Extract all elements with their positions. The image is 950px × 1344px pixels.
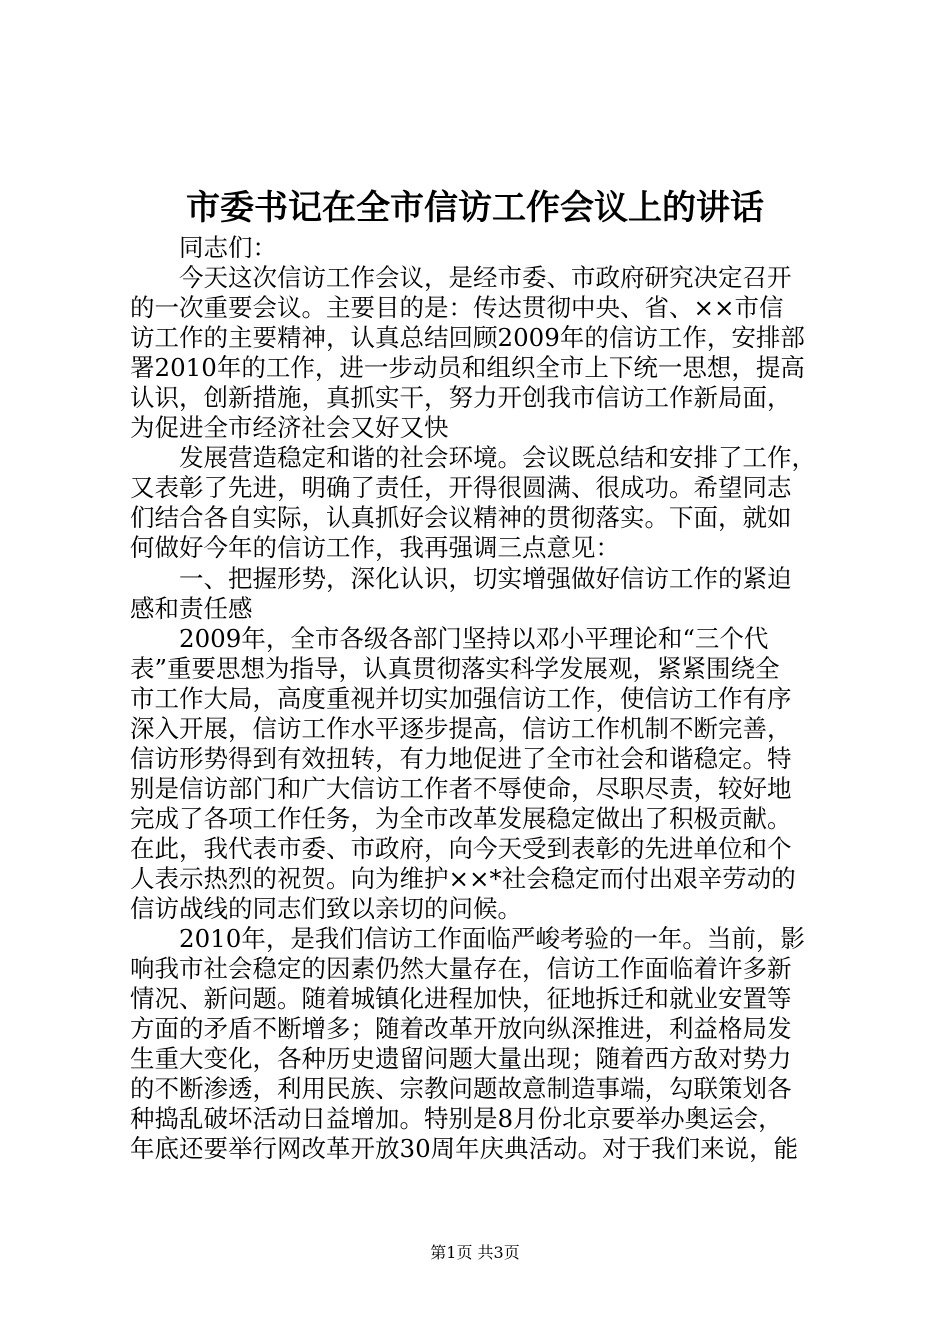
text-line: 在此，我代表市委、市政府，向今天受到表彰的先进单位和个: [130, 833, 792, 863]
document-body: [130, 233, 834, 1164]
text-line: 市工作大局，高度重视并切实加强信访工作，使信访工作有序: [130, 683, 792, 713]
text-line: 发展营造稳定和谐的社会环境。会议既总结和安排了工作，: [130, 443, 816, 473]
text-line: 表”重要思想为指导，认真贯彻落实科学发展观，紧紧围绕全: [130, 653, 780, 683]
text-line: 2010年，是我们信访工作面临严峻考验的一年。当前，影: [130, 924, 805, 954]
page-footer: 第1页 共3页: [430, 1243, 520, 1262]
text-line: 署2010年的工作，进一步动员和组织全市上下统一思想，提高: [130, 353, 805, 383]
text-line: 别是信访部门和广大信访工作者不辱使命，尽职尽责，较好地: [130, 773, 792, 803]
text-line: 年底还要举行网改革开放30周年庆典活动。对于我们来说，能: [130, 1134, 799, 1164]
text-line: 访工作的主要精神，认真总结回顾2009年的信访工作，安排部: [130, 323, 805, 353]
text-line: 又表彰了先进，明确了责任，开得很圆满、很成功。希望同志: [130, 473, 792, 503]
text-line: 响我市社会稳定的因素仍然大量存在，信访工作面临着许多新: [130, 954, 792, 984]
text-line: 们结合各自实际，认真抓好会议精神的贯彻落实。下面，就如: [130, 503, 792, 533]
text-line: 深入开展，信访工作水平逐步提高，信访工作机制不断完善，: [130, 713, 792, 743]
text-line: 感和责任感: [130, 593, 253, 623]
text-line: 完成了各项工作任务，为全市改革发展稳定做出了积极贡献。: [130, 803, 792, 833]
text-line: 方面的矛盾不断增多；随着改革开放向纵深推进，利益格局发: [130, 1014, 792, 1044]
text-line: 一、把握形势，深化认识，切实增强做好信访工作的紧迫: [130, 563, 792, 593]
text-line: 2009年，全市各级各部门坚持以邓小平理论和“三个代: [130, 623, 769, 653]
text-line: 何做好今年的信访工作，我再强调三点意见：: [130, 533, 620, 563]
text-line: 信访形势得到有效扭转，有力地促进了全市社会和谐稳定。特: [130, 743, 792, 773]
text-line: 今天这次信访工作会议，是经市委、市政府研究决定召开: [130, 263, 792, 293]
text-line: 情况、新问题。随着城镇化进程加快，征地拆迁和就业安置等: [130, 984, 792, 1014]
text-line: 的一次重要会议。主要目的是：传达贯彻中央、省、××市信: [130, 293, 784, 323]
text-line: 人表示热烈的祝贺。向为维护××*社会稳定而付出艰辛劳动的: [130, 863, 796, 893]
text-line: 的不断渗透，利用民族、宗教问题故意制造事端，勾联策划各: [130, 1074, 792, 1104]
text-line: 为促进全市经济社会又好又快: [130, 413, 449, 443]
document-title: 市委书记在全市信访工作会议上的讲话: [186, 188, 764, 228]
text-line: 同志们：: [130, 233, 277, 262]
text-line: 认识，创新措施，真抓实干，努力开创我市信访工作新局面，: [130, 383, 792, 413]
text-line: 信访战线的同志们致以亲切的问候。: [130, 894, 522, 924]
text-line: 生重大变化，各种历史遗留问题大量出现；随着西方敌对势力: [130, 1044, 792, 1074]
text-line: 种捣乱破坏活动日益增加。特别是8月份北京要举办奥运会，: [130, 1104, 783, 1134]
